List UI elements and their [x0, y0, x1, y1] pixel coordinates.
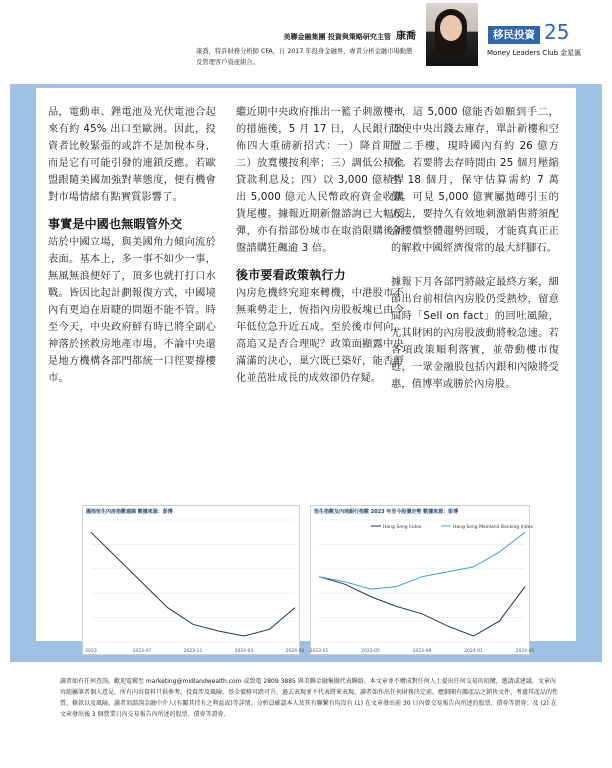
club-label: Money Leaders Club 金星匯 — [487, 49, 582, 57]
section-heading: 事實是中國也無暇管外交 — [48, 217, 183, 231]
legend-label: Hang Seng Index — [383, 525, 422, 530]
series-line — [319, 577, 525, 636]
chart-svg — [83, 506, 305, 656]
chart-hsi-banks — [309, 505, 535, 655]
x-tick-label: 2024-01 — [464, 649, 483, 654]
disclaimer: 讀者如有任何查詢，歡迎電郵至 marketing@midlandwealth.com 或致電 2809 3885 與美聯金融集團代表聯絡。本文章並不構成對任何人士提出任何交易的招攬，邀請或建議。文章內容純屬筆者個人意見，所有內容資料只供參考。投資涉及風險，基金價格可跌可升，過去表現並不代表將來表現。讀者如作出任何財務決定前，應細閱有關產品之銷售文件，考慮其產品的性質、條款以及風險。讀者須諮詢金融中介人(有關其持有之利益或)等詳情。分析員確認本人及其有聯繫有均沒有 (1) 在文章發出前 30 日內曾交易報告內所述的股票、債券等證券；及 (2) 在文章發出後 3 個營業日內交易報告內所述的股票、債券等證券。 — [60, 678, 559, 718]
chart-svg — [309, 506, 535, 656]
paragraph: 品，電動車、鋰電池及光伏電池合起來有約 45% 出口至歐洲。因此，投資者比較緊張的或許不是加稅本身，而是它有可能引發的連鎖反應。若歐盟跟隨美國加強對華態度，便有機會對市場情緒有點實質影響了。 — [48, 107, 216, 203]
author-bio: 康喬，特許財務分析師 CFA，自 2017 年投身金融界，專責分析金融市場動態及管理客戶資產組合。 — [196, 48, 413, 66]
section-tag: 移民投資 — [488, 26, 540, 44]
x-tick-label: 2023-01 — [309, 649, 329, 654]
chart-title: 恒生指數及內地銀行指數 2023 年至今股價走勢 數據來源：彭博 — [314, 509, 459, 515]
article-column-1 — [48, 104, 216, 387]
chart-title: 國指恒生內房指數週線 數據來源：彭博 — [86, 509, 173, 515]
chart-property-index — [82, 505, 305, 655]
section-heading: 後市要看政策執行力 — [236, 268, 346, 282]
author-block — [176, 24, 416, 68]
paragraph: 據報下月各部門將敲定最終方案，細節出台前相信內房股仍受熱炒，留意屆時「Sell on fact」的回吐風險，尤其財困的內房股波動將較急速。若各項政策順利落實，並帶動樓市復甦，一眾金融股包括內銀和內險將受惠，值博率或勝於內房股。 — [391, 277, 559, 390]
paragraph: 繼近期中央政府推出一籃子刺激樓市的措施後，5 月 17 日，人民銀行公佈四大重磅新招式：一）降首期；二）放寬樓按利率；三）調低公積金貸款利息及；四）以 3,000 億積桿出 5,000 億元人民幣政府資金收購貨尾樓。據報近期新盤諮詢已大幅反彈，亦有指部份城市在取消限購後新盤諮購狂飆逾 3 倍。 — [236, 107, 404, 254]
paragraph: 站於中國立場，與美國角力傾向流於表面。基本上，多一事不如少一事，無風無浪便好了，頂多也就打打口水戰。皆因比起計劃報復方式，中國境內有更迫在眉睫的問題不能不管。時至今天，中央政府鮮有時已將全副心神落於拯救房地產市場，不論中央還是地方機構各部門都統一口徑要撐樓市。 — [48, 237, 216, 384]
page-number: 25 — [544, 20, 570, 44]
x-tick-label: 2024-06 — [285, 649, 305, 654]
author-photo — [426, 3, 478, 66]
x-tick-label: 2023-05 — [361, 649, 380, 654]
article-column-2 — [236, 104, 404, 387]
article-column-3 — [391, 104, 559, 393]
author-face — [440, 15, 462, 41]
x-tick-label: 2024-05 — [515, 649, 535, 654]
author-name: 康喬 — [396, 31, 416, 42]
paragraph: 內房危機終究迎來轉機，中港股市不無乘勢走上，恆指內房股板塊已由今年低位急升近五成。至於後市何向，高追又是否合理呢？政策面顯露中央滿滿的決心，巢穴既已築好，能否孵化並茁壯成長的成效卻仍存疑。 — [236, 288, 404, 384]
x-tick-label: 2023 — [85, 649, 97, 654]
paragraph: 一，這 5,000 億能否如願到手二，即使中央出錢去庫存，單計新樓和空置二手樓，現時國內有約 26 億方米。若要將去存時間由 25 個月壓縮至 18 個月，保守估算需約 7 萬億。可見 5,000 億實屬拋磚引玉的方法，要持久有效地刺激銷售將須配合樓價整體趨勢回暖，才能真真正正的解救中國經濟復常的最大絆腳石。 — [391, 107, 559, 254]
x-tick-label: 2023-07 — [132, 649, 152, 654]
author-title: 美聯金融集團 投資與策略研究主管 — [283, 33, 391, 41]
x-tick-label: 2024-03 — [234, 649, 254, 654]
x-tick-label: 2023-11 — [183, 649, 203, 654]
x-tick-label: 2023-09 — [412, 649, 432, 654]
legend-label: Hang Seng Mainland Banking Index — [453, 525, 534, 530]
series-line — [319, 532, 525, 589]
series-line — [91, 532, 295, 636]
page-header — [0, 0, 612, 82]
